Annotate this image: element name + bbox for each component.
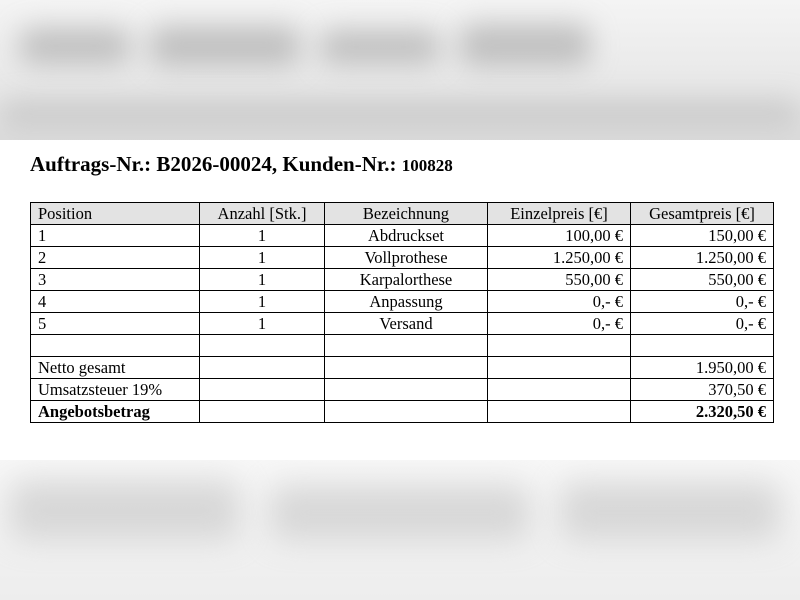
offer-total-row [31, 401, 774, 423]
cell-unit-price: 1.250,00 € [488, 247, 631, 269]
cell-description: Anpassung [325, 291, 488, 313]
cell-quantity: 1 [200, 313, 325, 335]
cell-position: 5 [31, 313, 200, 335]
table-header-row [31, 203, 774, 225]
vat-label: Umsatzsteuer 19% [31, 379, 200, 401]
table-row [31, 291, 774, 313]
net-total-label: Netto gesamt [31, 357, 200, 379]
offer-total-label: Angebotsbetrag [31, 401, 200, 423]
header-description: Bezeichnung [325, 203, 488, 225]
empty-row [31, 335, 774, 357]
header-total-price: Gesamtpreis [€] [631, 203, 774, 225]
cell-unit-price: 550,00 € [488, 269, 631, 291]
order-heading [30, 152, 453, 177]
table-row [31, 225, 774, 247]
offer-total-value: 2.320,50 € [631, 401, 774, 423]
table-row [31, 247, 774, 269]
vat-value: 370,50 € [631, 379, 774, 401]
header-position: Position [31, 203, 200, 225]
cell-description: Karpalorthese [325, 269, 488, 291]
cell-quantity: 1 [200, 291, 325, 313]
cell-quantity: 1 [200, 247, 325, 269]
table-row [31, 269, 774, 291]
cell-quantity: 1 [200, 225, 325, 247]
blurred-header-area [0, 0, 800, 140]
cell-description: Abdruckset [325, 225, 488, 247]
cell-unit-price: 100,00 € [488, 225, 631, 247]
cell-total-price: 0,- € [631, 291, 774, 313]
items-table [30, 202, 774, 423]
table-row [31, 313, 774, 335]
cell-total-price: 550,00 € [631, 269, 774, 291]
cell-quantity: 1 [200, 269, 325, 291]
customer-number: 100828 [401, 156, 453, 175]
cell-position: 4 [31, 291, 200, 313]
cell-total-price: 1.250,00 € [631, 247, 774, 269]
cell-unit-price: 0,- € [488, 291, 631, 313]
cell-description: Versand [325, 313, 488, 335]
cell-position: 2 [31, 247, 200, 269]
cell-position: 1 [31, 225, 200, 247]
header-unit-price: Einzelpreis [€] [488, 203, 631, 225]
order-number-text: Auftrags-Nr.: B2026-00024, Kunden-Nr.: [30, 152, 402, 176]
order-section [0, 140, 800, 460]
vat-row [31, 379, 774, 401]
net-total-row [31, 357, 774, 379]
cell-total-price: 150,00 € [631, 225, 774, 247]
cell-description: Vollprothese [325, 247, 488, 269]
blurred-footer-area [0, 460, 800, 600]
net-total-value: 1.950,00 € [631, 357, 774, 379]
cell-unit-price: 0,- € [488, 313, 631, 335]
cell-position: 3 [31, 269, 200, 291]
header-quantity: Anzahl [Stk.] [200, 203, 325, 225]
cell-total-price: 0,- € [631, 313, 774, 335]
